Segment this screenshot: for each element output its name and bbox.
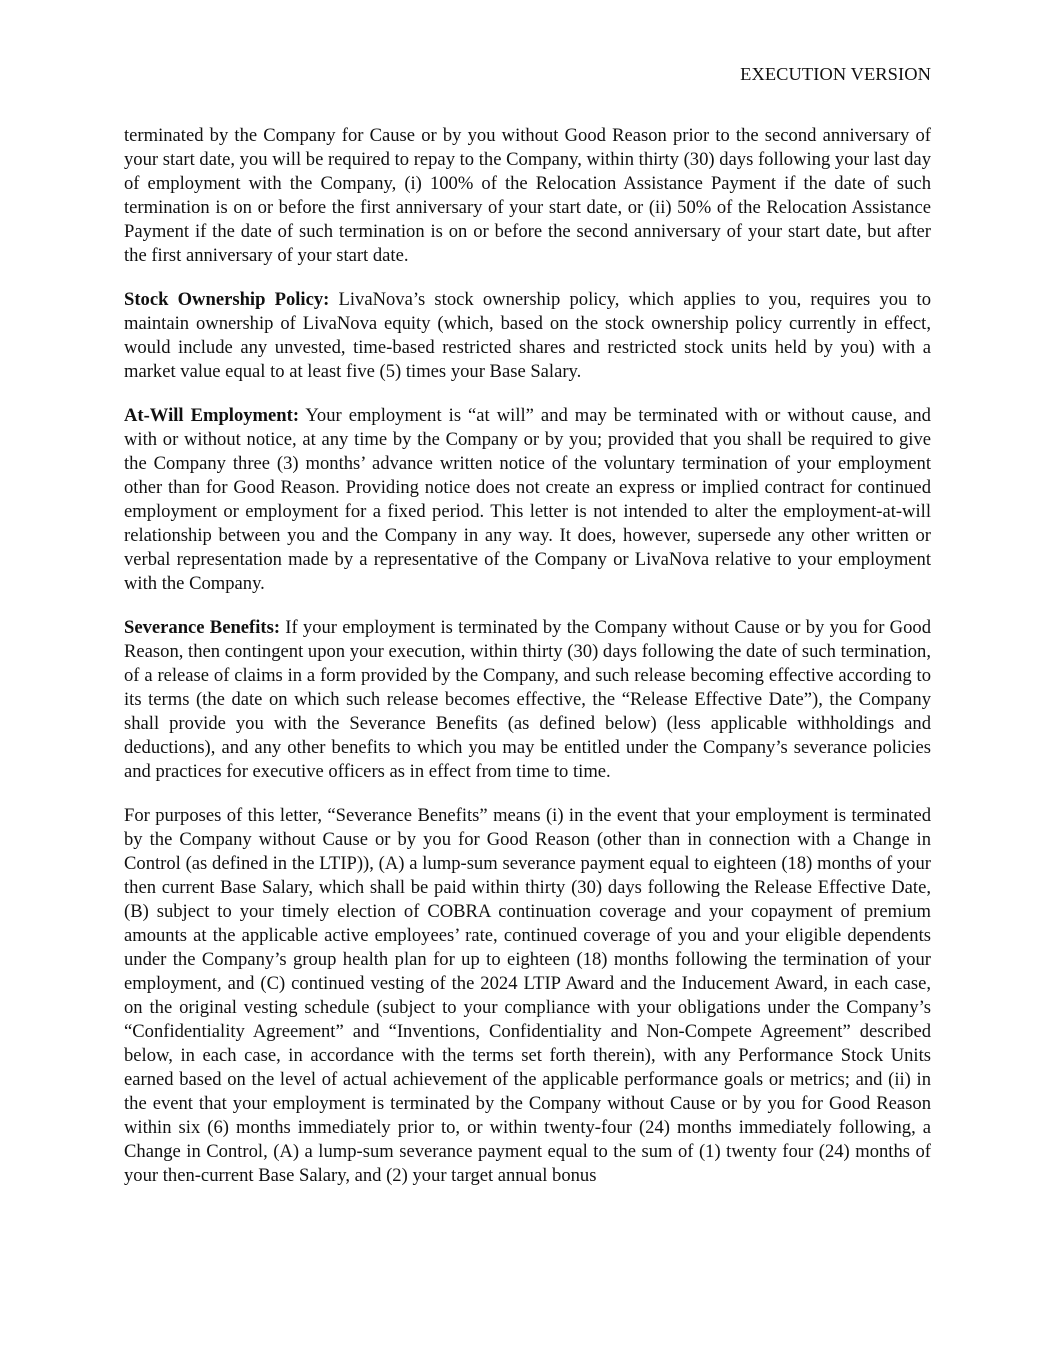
paragraph-text: For purposes of this letter, “Severance Benefits” means (i) in the event that your employment is terminated by the Company without Cause or by you for Good Reason (other than in connection with a Change in Control (as defined in the LTIP)), (A) a lump-sum severance payment equal to eighteen (18) months of your then current Base Salary, which shall be paid within thirty (30) days following the Release Effective Date, (B) subject to your timely election of COBRA continuation coverage and your copayment of premium amounts at the applicable active employees’ rate, continued coverage of you and your eligible dependents under the Company’s group health plan for up to eighteen (18) months following the termination of your employment, and (C) continued vesting of the 2024 LTIP Award and the Inducement Award, in each case, on the original vesting schedule (subject to your compliance with your obligations under the Company’s “Confidentiality Agreement” and “Inventions, Confidentiality and Non-Compete Agreement” described below, in each case, in accordance with the terms set forth therein), with any Performance Stock Units earned based on the level of actual achievement of the applicable performance goals or metrics; and (ii) in the event that your employment is terminated by the Company without Cause or by you for Good Reason within six (6) months immediately prior to, or within twenty-four (24) months immediately following, a Change in Control, (A) a lump-sum severance payment equal to the sum of (1) twenty four (24) months of your then-current Base Salary, and (2) your target annual bonus bbox=[124, 805, 931, 1186]
paragraph-text: terminated by the Company for Cause or by you without Good Reason prior to the second anniversary of your start date, you will be required to repay to the Company, within thirty (30) days following your last day of employment with the Company, (i) 100% of the Relocation Assistance Payment if the date of such termination is on or before the first anniversary of your start date, or (ii) 50% of the Relocation Assistance Payment if the date of such termination is on or before the second anniversary of your start date, but after the first anniversary of your start date. bbox=[124, 125, 931, 266]
paragraph-severance-benefits bbox=[124, 616, 931, 784]
paragraph-severance-definition bbox=[124, 804, 931, 1188]
paragraph-relocation-repayment bbox=[124, 124, 931, 268]
section-heading-severance: Severance Benefits: bbox=[124, 617, 281, 638]
paragraph-text: LivaNova’s stock ownership policy, which applies to you, requires you to maintain ownership of LivaNova equity (which, based on the stock ownership policy currently in effect, would include any unvested, time-based restricted shares and restricted stock units held by you) with a market value equal to at least five (5) times your Base Salary. bbox=[124, 289, 931, 382]
paragraph-stock-ownership-policy bbox=[124, 288, 931, 384]
paragraph-text: If your employment is terminated by the Company without Cause or by you for Good Reason, then contingent upon your execution, within thirty (30) days following the date of such termination, of a release of claims in a form provided by the Company, and such release becoming effective according to its terms (the date on which such release becomes effective, the “Release Effective Date”), the Company shall provide you with the Severance Benefits (as defined below) (less applicable withholdings and deductions), and any other benefits to which you may be entitled under the Company’s severance policies and practices for executive officers as in effect from time to time. bbox=[124, 617, 931, 782]
section-heading-at-will: At-Will Employment: bbox=[124, 405, 300, 426]
paragraph-text: Your employment is “at will” and may be terminated with or without cause, and with or without notice, at any time by the Company or by you; provided that you shall be required to give the Company three (3) months’ advance written notice of the voluntary termination of your employment other than for Good Reason. Providing notice does not create an express or implied contract for continued employment or employment for a fixed period. This letter is not intended to alter the employment-at-will relationship between you and the Company in any way. It does, however, supersede any other written or verbal representation made by a representative of the Company or LivaNova relative to your employment with the Company. bbox=[124, 405, 931, 594]
section-heading-stock-ownership: Stock Ownership Policy: bbox=[124, 289, 330, 310]
document-body bbox=[124, 124, 931, 1208]
execution-version-label: EXECUTION VERSION bbox=[740, 64, 931, 84]
paragraph-at-will-employment bbox=[124, 404, 931, 596]
